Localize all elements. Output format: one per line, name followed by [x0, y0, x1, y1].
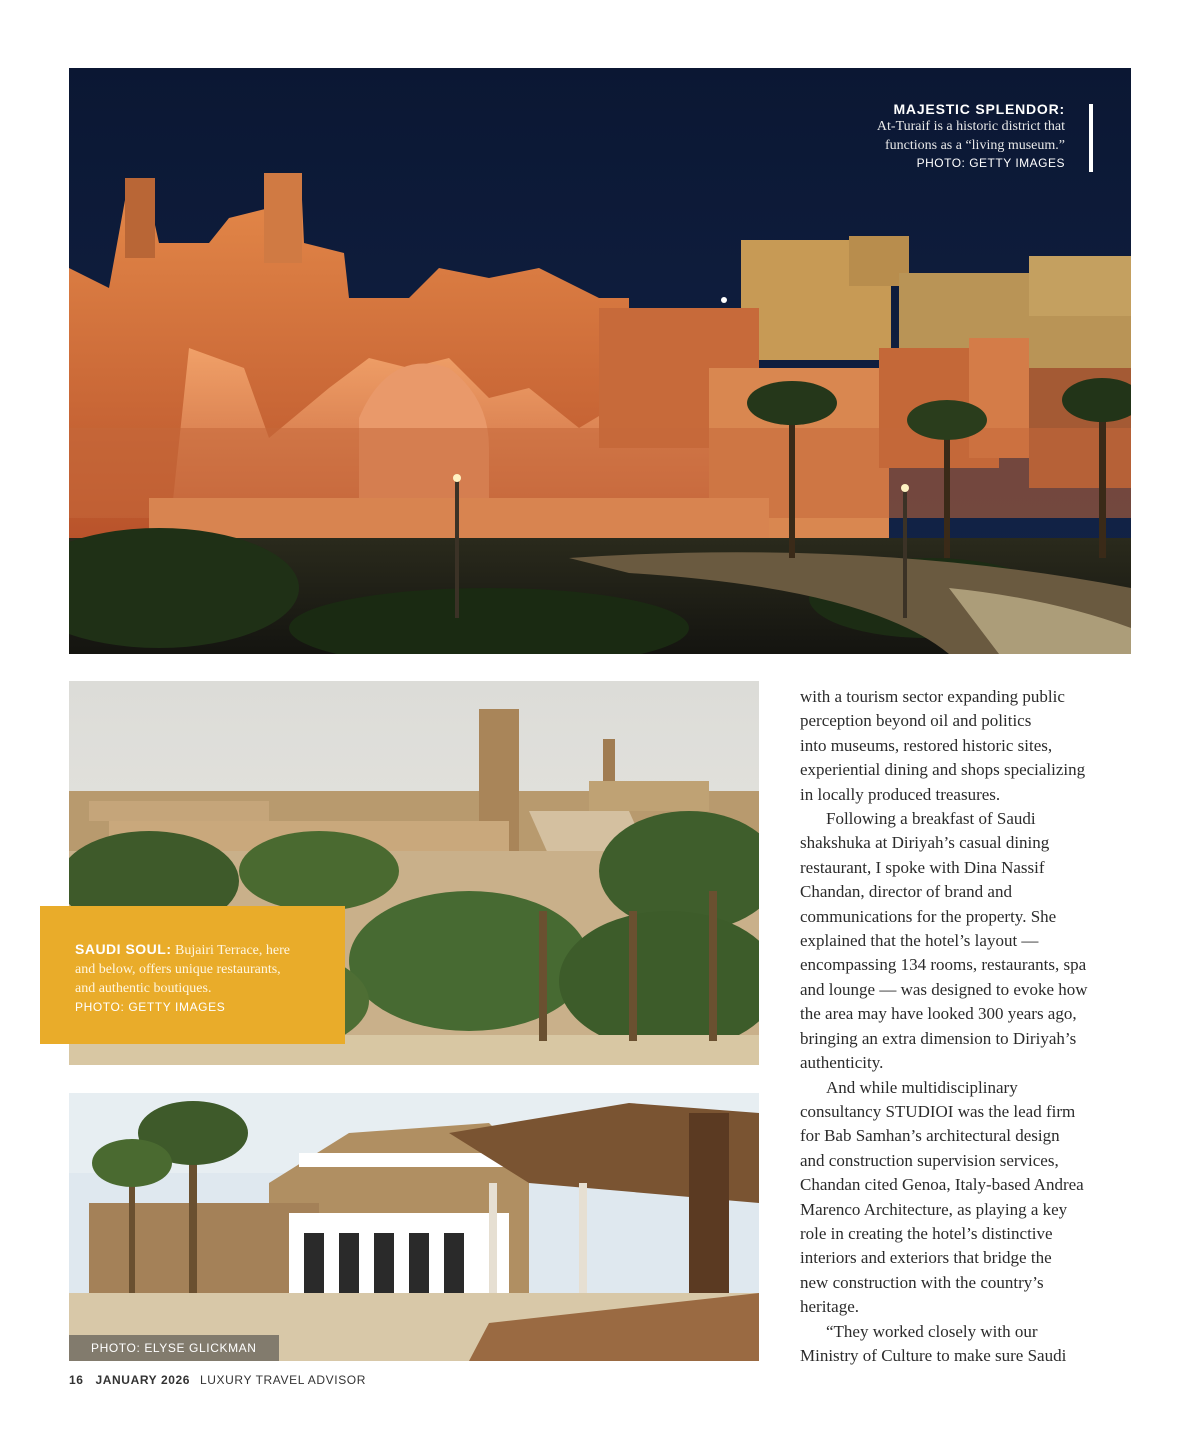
- article-line: with a tourism sector expanding public: [800, 687, 1065, 706]
- article-line: role in creating the hotel’s distinctive: [800, 1223, 1053, 1243]
- caption-line: At-Turaif is a historic district that: [876, 119, 1065, 134]
- caption-heading: MAJESTIC SPLENDOR:: [893, 101, 1065, 117]
- article-line: shakshuka at Diriyah’s casual dining: [800, 833, 1050, 853]
- article-line: perception beyond oil and politics: [800, 711, 1032, 731]
- article-line: Following a breakfast of Saudi: [826, 809, 1036, 829]
- article-line: bringing an extra dimension to Diriyah’s: [800, 1028, 1077, 1048]
- page-number: 16: [69, 1373, 84, 1387]
- terrace-restaurant-photo: [69, 1093, 759, 1361]
- photo-credit: PHOTO: GETTY IMAGES: [75, 1000, 226, 1014]
- article-line: authenticity.: [800, 1053, 884, 1073]
- article-line: encompassing 134 rooms, restaurants, spa: [800, 955, 1087, 975]
- article-line: experiential dining and shops specializing: [800, 760, 1086, 780]
- article-line: explained that the hotel’s layout —: [800, 931, 1039, 951]
- article-line: Chandan cited Genoa, Italy-based Andrea: [800, 1175, 1084, 1195]
- publication-name: LUXURY TRAVEL ADVISOR: [200, 1373, 367, 1387]
- article-line: restaurant, I spoke with Dina Nassif: [800, 857, 1045, 877]
- article-line: Chandan, director of brand and: [800, 882, 1012, 902]
- article-line: consultancy STUDIOI was the lead firm: [800, 1101, 1076, 1121]
- article-line: Marenco Architecture, as playing a key: [800, 1199, 1068, 1219]
- caption-line: and below, offers unique restaurants,: [75, 962, 281, 977]
- caption-heading: SAUDI SOUL:: [75, 941, 172, 957]
- article-line: in locally produced treasures.: [800, 784, 1001, 804]
- caption-line: Bujairi Terrace, here: [175, 943, 290, 958]
- article-line: into museums, restored historic sites,: [800, 735, 1053, 755]
- article-line: and construction supervision services,: [800, 1150, 1059, 1170]
- caption-text: [75, 940, 323, 998]
- terrace-restaurant-image: [69, 1093, 759, 1361]
- article-body: [800, 685, 1140, 1368]
- article-line: for Bab Samhan’s architectural design: [800, 1126, 1060, 1146]
- photo-credit: PHOTO: GETTY IMAGES: [916, 156, 1065, 170]
- page-footer: [69, 1373, 366, 1387]
- article-line: the area may have looked 300 years ago,: [800, 1004, 1077, 1024]
- hero-caption: [877, 101, 1065, 170]
- hero-photo: [69, 68, 1131, 654]
- article-line: heritage.: [800, 1297, 859, 1317]
- issue-date: JANUARY 2026: [95, 1373, 191, 1387]
- article-line: And while multidisciplinary: [826, 1077, 1018, 1097]
- article-line: communications for the property. She: [800, 906, 1057, 926]
- caption-rule: [1089, 104, 1093, 172]
- article-line: Ministry of Culture to make sure Saudi: [800, 1345, 1067, 1365]
- article-line: new construction with the country’s: [800, 1272, 1044, 1292]
- saudi-soul-caption-box: [40, 906, 345, 1044]
- article-line: “They worked closely with our: [826, 1321, 1038, 1341]
- article-line: and lounge — was designed to evoke how: [800, 979, 1088, 999]
- photo-credit: PHOTO: ELYSE GLICKMAN: [69, 1335, 279, 1361]
- article-line: interiors and exteriors that bridge the: [800, 1248, 1052, 1268]
- caption-line: functions as a “living museum.”: [884, 138, 1065, 153]
- caption-line: and authentic boutiques.: [75, 981, 212, 996]
- caption-text: [877, 117, 1065, 155]
